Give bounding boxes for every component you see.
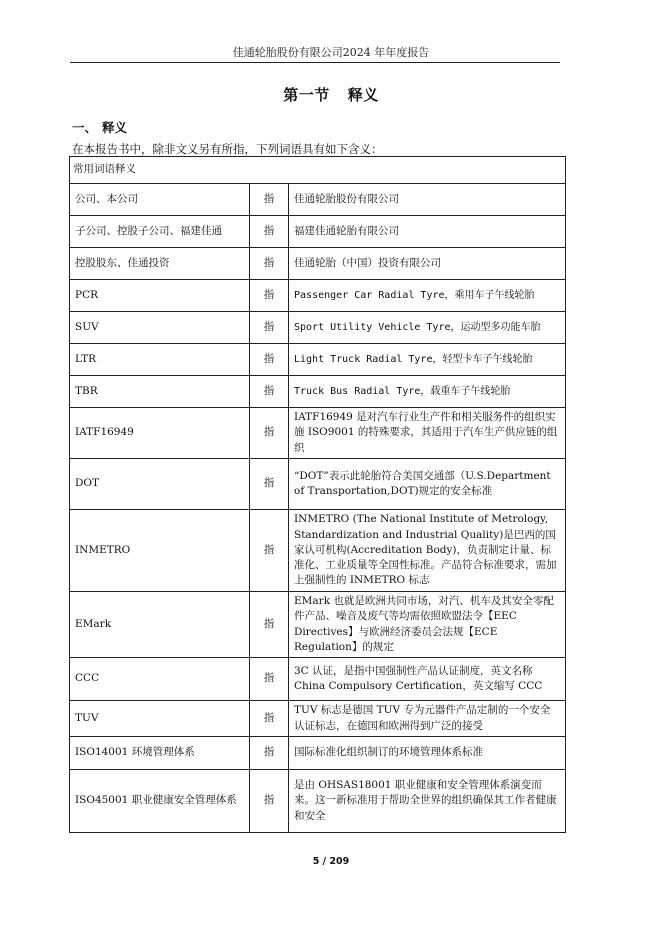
term-cell: ISO14001 环境管理体系 <box>70 737 250 770</box>
term-cell: 控股股东、佳通投资 <box>70 248 250 280</box>
running-header: 佳通轮胎股份有限公司2024 年年度报告 <box>232 46 430 59</box>
definition-cell: 佳通轮胎股份有限公司 <box>289 184 566 216</box>
definition-cell: 福建佳通轮胎有限公司 <box>289 216 566 248</box>
definition-cell: TUV 标志是德国 TUV 专为元器件产品定制的一个安全认证标志，在德国和欧洲得到广泛的接受 <box>289 701 566 737</box>
term-cell: TBR <box>70 376 250 408</box>
subsection-number: 一、 <box>72 120 98 135</box>
definition-cell: “DOT”表示此轮胎符合美国交通部（U.S.Department of Transportation,DOT)规定的安全标准 <box>289 459 566 510</box>
table-row <box>70 376 566 408</box>
table-row <box>70 592 566 658</box>
zhi-cell: 指 <box>250 184 289 216</box>
definition-cell: EMark 也就是欧洲共同市场，对汽、机车及其安全零配件产品、噪音及废气等均需依照欧盟法令【EEC Directives】与欧洲经济委员会法规【ECE Regulation】的规定 <box>289 592 566 658</box>
page-number: 5 / 209 <box>312 856 350 867</box>
definition-cell: Truck Bus Radial Tyre，载重车子午线轮胎 <box>289 376 566 408</box>
table-group-row <box>70 157 566 184</box>
term-cell: IATF16949 <box>70 408 250 459</box>
zhi-cell: 指 <box>250 248 289 280</box>
term-cell: DOT <box>70 459 250 510</box>
table-row <box>70 312 566 344</box>
zhi-cell: 指 <box>250 344 289 376</box>
zhi-cell: 指 <box>250 701 289 737</box>
table-row <box>70 344 566 376</box>
table-row <box>70 737 566 770</box>
table-row <box>70 216 566 248</box>
definition-cell: Passenger Car Radial Tyre，乘用车子午线轮胎 <box>289 280 566 312</box>
definition-cell: IATF16949 是对汽车行业生产件和相关服务件的组织实施 ISO9001 的特殊要求，其适用于汽车生产供应链的组织 <box>289 408 566 459</box>
table-row <box>70 280 566 312</box>
term-cell: SUV <box>70 312 250 344</box>
zhi-cell: 指 <box>250 376 289 408</box>
definition-cell: 3C 认证，是指中国强制性产品认证制度，英文名称 China Compulsory Certification，英文缩写 CCC <box>289 658 566 701</box>
zhi-cell: 指 <box>250 510 289 592</box>
definition-cell: Light Truck Radial Tyre，轻型卡车子午线轮胎 <box>289 344 566 376</box>
table-row <box>70 770 566 833</box>
zhi-cell: 指 <box>250 592 289 658</box>
zhi-cell: 指 <box>250 658 289 701</box>
table-row <box>70 459 566 510</box>
term-cell: LTR <box>70 344 250 376</box>
table-row <box>70 248 566 280</box>
table-row <box>70 510 566 592</box>
section-title <box>0 84 662 105</box>
definition-cell: Sport Utility Vehicle Tyre，运动型多功能车胎 <box>289 312 566 344</box>
zhi-cell: 指 <box>250 408 289 459</box>
subsection-title: 释义 <box>102 120 128 135</box>
definition-cell: 是由 OHSAS18001 职业健康和安全管理体系演变而来。这一新标准用于帮助全世界的组织确保其工作者健康和安全 <box>289 770 566 833</box>
header-rule <box>70 62 560 63</box>
term-cell: EMark <box>70 592 250 658</box>
term-cell: CCC <box>70 658 250 701</box>
zhi-cell: 指 <box>250 280 289 312</box>
definition-cell: 国际标准化组织制订的环境管理体系标准 <box>289 737 566 770</box>
table-group-label: 常用词语释义 <box>70 157 566 184</box>
term-cell: INMETRO <box>70 510 250 592</box>
table-row <box>70 658 566 701</box>
term-cell: 子公司、控股子公司、福建佳通 <box>70 216 250 248</box>
zhi-cell: 指 <box>250 770 289 833</box>
intro-text: 在本报告书中，除非文义另有所指，下列词语具有如下含义： <box>72 142 383 156</box>
zhi-cell: 指 <box>250 216 289 248</box>
table-row <box>70 184 566 216</box>
section-title-prefix: 第一节 <box>283 86 330 104</box>
table-row <box>70 701 566 737</box>
definitions-table <box>69 156 566 833</box>
term-cell: PCR <box>70 280 250 312</box>
subsection-heading <box>72 118 127 136</box>
zhi-cell: 指 <box>250 459 289 510</box>
zhi-cell: 指 <box>250 737 289 770</box>
zhi-cell: 指 <box>250 312 289 344</box>
term-cell: 公司、本公司 <box>70 184 250 216</box>
term-cell: TUV <box>70 701 250 737</box>
definition-cell: 佳通轮胎（中国）投资有限公司 <box>289 248 566 280</box>
section-title-text: 释义 <box>347 86 379 104</box>
term-cell: ISO45001 职业健康安全管理体系 <box>70 770 250 833</box>
table-row <box>70 408 566 459</box>
definition-cell: INMETRO (The National Institute of Metrology, Standardization and Industrial Quality)是巴西的国家认可机构(Accreditation Body)，负责制定计量、标准化、工业质量等全国性标准。产品符合标准要求，需加上强制性的 INMETRO 标志 <box>289 510 566 592</box>
